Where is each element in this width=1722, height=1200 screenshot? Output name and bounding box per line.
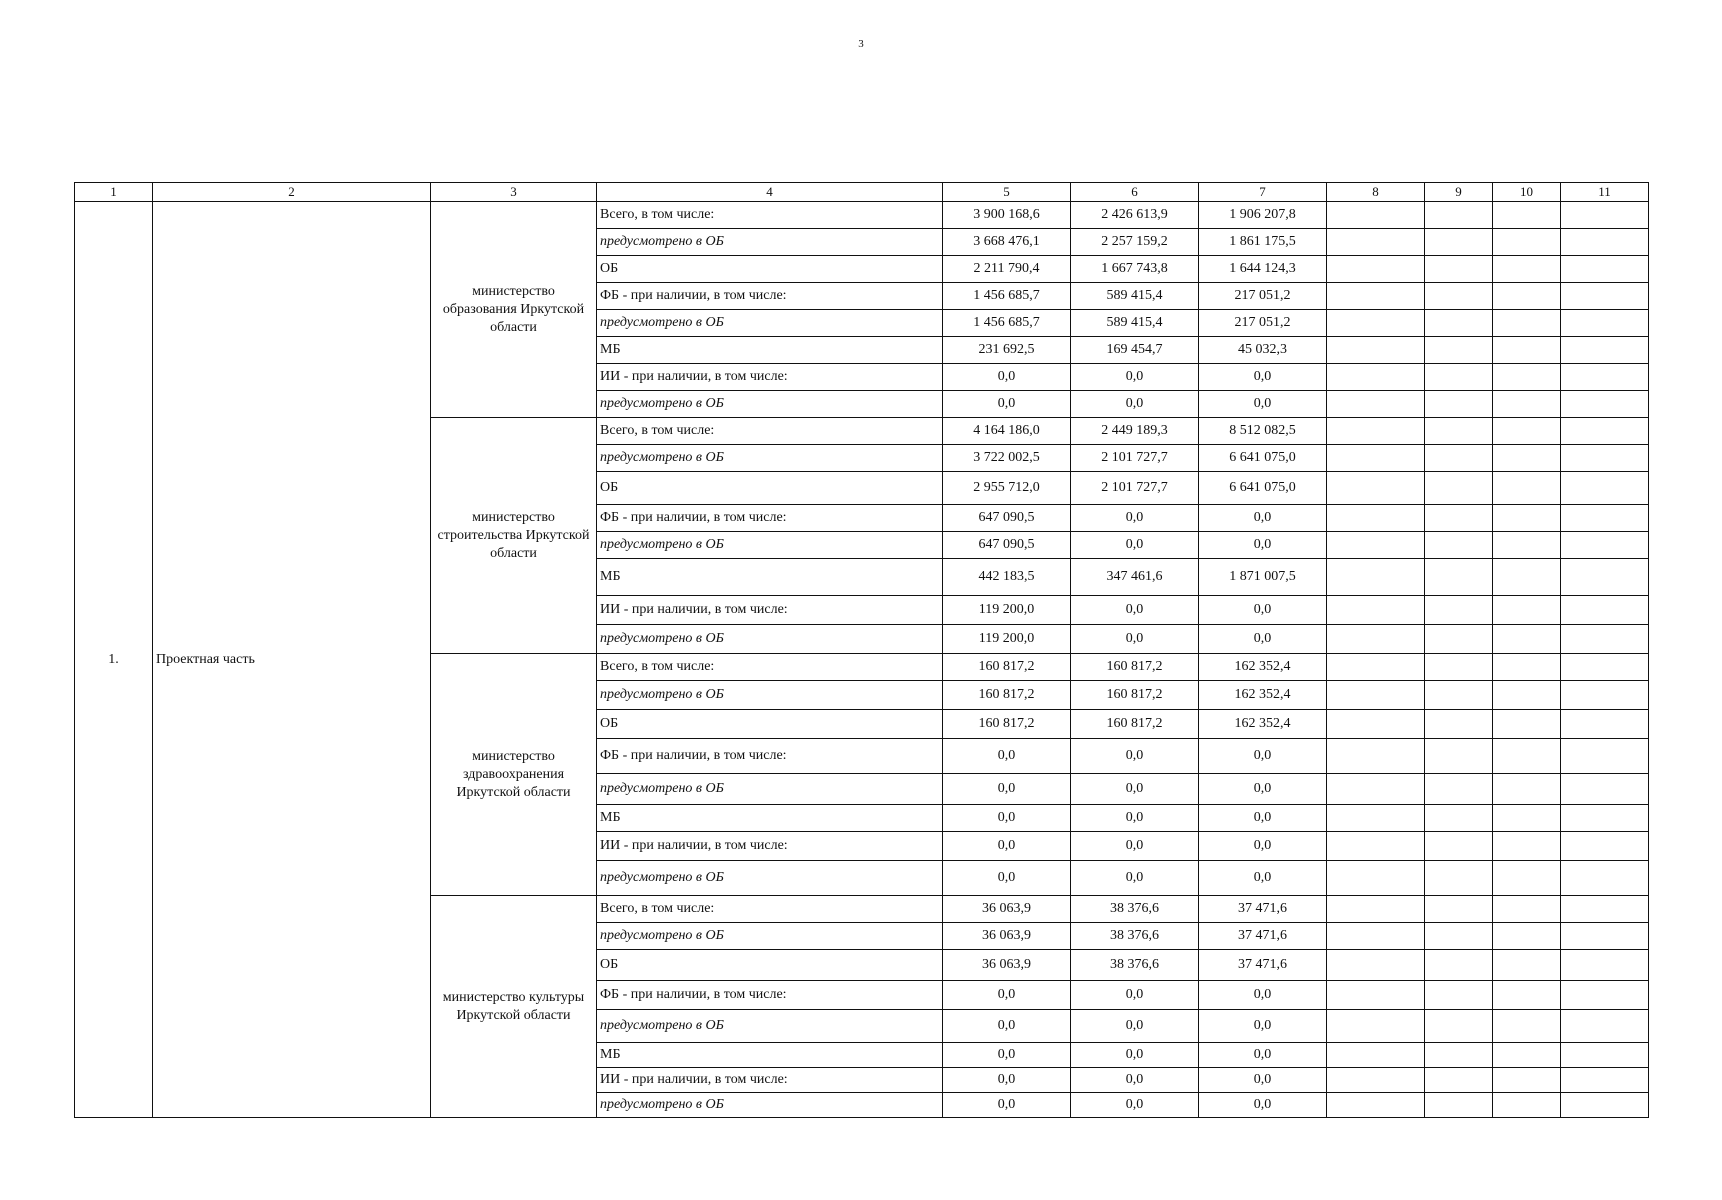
column-number: 4 [597,183,943,202]
value-col-6: 589 415,4 [1071,310,1199,337]
funding-source-label: ИИ - при наличии, в том числе: [597,1068,943,1093]
empty-cell-col-11 [1561,559,1649,596]
empty-cell-col-11 [1561,1068,1649,1093]
empty-cell-col-8 [1327,391,1425,418]
funding-source-label: предусмотрено в ОБ [597,861,943,896]
empty-cell-col-11 [1561,710,1649,739]
funding-source-label: предусмотрено в ОБ [597,1093,943,1118]
value-col-7: 0,0 [1199,981,1327,1010]
empty-cell-col-9 [1425,923,1493,950]
empty-cell-col-11 [1561,532,1649,559]
empty-cell-col-8 [1327,559,1425,596]
empty-cell-col-10 [1493,625,1561,654]
empty-cell-col-9 [1425,445,1493,472]
empty-cell-col-10 [1493,364,1561,391]
empty-cell-col-10 [1493,681,1561,710]
value-col-7: 6 641 075,0 [1199,472,1327,505]
empty-cell-col-10 [1493,981,1561,1010]
empty-cell-col-10 [1493,337,1561,364]
empty-cell-col-10 [1493,391,1561,418]
value-col-5: 3 900 168,6 [943,202,1071,229]
empty-cell-col-10 [1493,283,1561,310]
empty-cell-col-9 [1425,559,1493,596]
empty-cell-col-11 [1561,472,1649,505]
funding-source-label: Всего, в том числе: [597,418,943,445]
funding-source-label: ОБ [597,472,943,505]
empty-cell-col-8 [1327,364,1425,391]
value-col-5: 0,0 [943,805,1071,832]
value-col-6: 0,0 [1071,596,1199,625]
column-number: 1 [75,183,153,202]
empty-cell-col-11 [1561,896,1649,923]
empty-cell-col-8 [1327,418,1425,445]
funding-source-label: предусмотрено в ОБ [597,774,943,805]
value-col-7: 1 644 124,3 [1199,256,1327,283]
empty-cell-col-11 [1561,923,1649,950]
value-col-6: 0,0 [1071,625,1199,654]
funding-source-label: предусмотрено в ОБ [597,445,943,472]
funding-source-label: МБ [597,1043,943,1068]
value-col-7: 0,0 [1199,1010,1327,1043]
empty-cell-col-10 [1493,1093,1561,1118]
empty-cell-col-9 [1425,310,1493,337]
funding-source-label: ФБ - при наличии, в том числе: [597,283,943,310]
empty-cell-col-10 [1493,505,1561,532]
empty-cell-col-10 [1493,418,1561,445]
value-col-5: 0,0 [943,1043,1071,1068]
empty-cell-col-9 [1425,1043,1493,1068]
empty-cell-col-11 [1561,981,1649,1010]
value-col-5: 0,0 [943,391,1071,418]
value-col-7: 1 906 207,8 [1199,202,1327,229]
empty-cell-col-9 [1425,337,1493,364]
empty-cell-col-10 [1493,1068,1561,1093]
empty-cell-col-8 [1327,596,1425,625]
empty-cell-col-9 [1425,1068,1493,1093]
value-col-7: 0,0 [1199,391,1327,418]
value-col-5: 160 817,2 [943,654,1071,681]
value-col-6: 0,0 [1071,1068,1199,1093]
value-col-5: 3 668 476,1 [943,229,1071,256]
funding-source-label: Всего, в том числе: [597,896,943,923]
value-col-7: 8 512 082,5 [1199,418,1327,445]
funding-source-label: предусмотрено в ОБ [597,681,943,710]
value-col-6: 589 415,4 [1071,283,1199,310]
value-col-7: 0,0 [1199,832,1327,861]
value-col-6: 0,0 [1071,391,1199,418]
value-col-6: 347 461,6 [1071,559,1199,596]
empty-cell-col-10 [1493,559,1561,596]
empty-cell-col-11 [1561,596,1649,625]
value-col-7: 1 861 175,5 [1199,229,1327,256]
value-col-5: 0,0 [943,1093,1071,1118]
value-col-7: 6 641 075,0 [1199,445,1327,472]
empty-cell-col-10 [1493,1010,1561,1043]
value-col-5: 160 817,2 [943,710,1071,739]
funding-source-label: МБ [597,337,943,364]
value-col-6: 2 449 189,3 [1071,418,1199,445]
empty-cell-col-8 [1327,896,1425,923]
column-number: 8 [1327,183,1425,202]
empty-cell-col-11 [1561,229,1649,256]
empty-cell-col-9 [1425,596,1493,625]
empty-cell-col-9 [1425,739,1493,774]
value-col-6: 0,0 [1071,739,1199,774]
empty-cell-col-11 [1561,391,1649,418]
value-col-6: 0,0 [1071,805,1199,832]
empty-cell-col-8 [1327,202,1425,229]
value-col-5: 3 722 002,5 [943,445,1071,472]
value-col-7: 162 352,4 [1199,710,1327,739]
value-col-6: 0,0 [1071,532,1199,559]
value-col-6: 160 817,2 [1071,710,1199,739]
value-col-6: 0,0 [1071,505,1199,532]
empty-cell-col-8 [1327,445,1425,472]
empty-cell-col-9 [1425,202,1493,229]
funding-source-label: Всего, в том числе: [597,202,943,229]
empty-cell-col-9 [1425,981,1493,1010]
value-col-6: 0,0 [1071,861,1199,896]
funding-source-label: ОБ [597,710,943,739]
value-col-6: 2 426 613,9 [1071,202,1199,229]
empty-cell-col-8 [1327,310,1425,337]
empty-cell-col-9 [1425,1093,1493,1118]
value-col-7: 0,0 [1199,739,1327,774]
empty-cell-col-11 [1561,739,1649,774]
empty-cell-col-10 [1493,861,1561,896]
value-col-6: 0,0 [1071,1043,1199,1068]
empty-cell-col-10 [1493,739,1561,774]
empty-cell-col-9 [1425,805,1493,832]
row-number: 1. [75,202,153,1118]
value-col-7: 162 352,4 [1199,681,1327,710]
empty-cell-col-10 [1493,805,1561,832]
value-col-7: 37 471,6 [1199,950,1327,981]
funding-source-label: предусмотрено в ОБ [597,310,943,337]
value-col-6: 38 376,6 [1071,896,1199,923]
value-col-6: 2 257 159,2 [1071,229,1199,256]
empty-cell-col-9 [1425,861,1493,896]
empty-cell-col-8 [1327,505,1425,532]
empty-cell-col-9 [1425,1010,1493,1043]
value-col-5: 119 200,0 [943,625,1071,654]
empty-cell-col-10 [1493,229,1561,256]
empty-cell-col-11 [1561,805,1649,832]
value-col-5: 0,0 [943,1068,1071,1093]
empty-cell-col-8 [1327,774,1425,805]
funding-source-label: предусмотрено в ОБ [597,532,943,559]
empty-cell-col-11 [1561,774,1649,805]
value-col-7: 0,0 [1199,774,1327,805]
budget-table [74,182,1649,1118]
empty-cell-col-8 [1327,532,1425,559]
empty-cell-col-9 [1425,832,1493,861]
funding-source-label: Всего, в том числе: [597,654,943,681]
empty-cell-col-9 [1425,472,1493,505]
value-col-5: 36 063,9 [943,923,1071,950]
value-col-7: 0,0 [1199,1043,1327,1068]
value-col-6: 0,0 [1071,1010,1199,1043]
empty-cell-col-9 [1425,418,1493,445]
funding-source-label: предусмотрено в ОБ [597,229,943,256]
empty-cell-col-11 [1561,832,1649,861]
table-row [75,202,1649,229]
funding-source-label: МБ [597,559,943,596]
funding-source-label: ФБ - при наличии, в том числе: [597,505,943,532]
empty-cell-col-11 [1561,445,1649,472]
department-name: министерство строительства Иркутской области [431,418,597,654]
value-col-5: 0,0 [943,364,1071,391]
value-col-5: 1 456 685,7 [943,283,1071,310]
funding-source-label: ОБ [597,256,943,283]
page-number: 3 [858,38,864,50]
column-number: 10 [1493,183,1561,202]
empty-cell-col-8 [1327,1068,1425,1093]
empty-cell-col-11 [1561,256,1649,283]
column-number: 5 [943,183,1071,202]
funding-source-label: ИИ - при наличии, в том числе: [597,596,943,625]
value-col-6: 0,0 [1071,981,1199,1010]
column-number: 3 [431,183,597,202]
empty-cell-col-11 [1561,418,1649,445]
empty-cell-col-9 [1425,896,1493,923]
empty-cell-col-9 [1425,364,1493,391]
empty-cell-col-9 [1425,625,1493,654]
empty-cell-col-9 [1425,532,1493,559]
funding-source-label: предусмотрено в ОБ [597,625,943,654]
empty-cell-col-9 [1425,391,1493,418]
empty-cell-col-11 [1561,681,1649,710]
value-col-5: 0,0 [943,739,1071,774]
value-col-5: 36 063,9 [943,950,1071,981]
empty-cell-col-11 [1561,1043,1649,1068]
value-col-7: 0,0 [1199,1068,1327,1093]
empty-cell-col-8 [1327,710,1425,739]
empty-cell-col-10 [1493,950,1561,981]
empty-cell-col-11 [1561,202,1649,229]
column-number: 7 [1199,183,1327,202]
value-col-6: 169 454,7 [1071,337,1199,364]
empty-cell-col-10 [1493,896,1561,923]
value-col-6: 160 817,2 [1071,654,1199,681]
empty-cell-col-8 [1327,861,1425,896]
value-col-7: 217 051,2 [1199,283,1327,310]
empty-cell-col-11 [1561,1093,1649,1118]
funding-source-label: предусмотрено в ОБ [597,1010,943,1043]
department-name: министерство культуры Иркутской области [431,896,597,1118]
value-col-5: 36 063,9 [943,896,1071,923]
value-col-5: 119 200,0 [943,596,1071,625]
funding-source-label: ИИ - при наличии, в том числе: [597,364,943,391]
value-col-6: 0,0 [1071,364,1199,391]
value-col-6: 38 376,6 [1071,950,1199,981]
empty-cell-col-8 [1327,472,1425,505]
department-name: министерство образования Иркутской области [431,202,597,418]
empty-cell-col-9 [1425,654,1493,681]
empty-cell-col-10 [1493,774,1561,805]
column-number: 2 [153,183,431,202]
value-col-7: 45 032,3 [1199,337,1327,364]
empty-cell-col-8 [1327,654,1425,681]
empty-cell-col-9 [1425,229,1493,256]
value-col-5: 160 817,2 [943,681,1071,710]
empty-cell-col-11 [1561,654,1649,681]
empty-cell-col-8 [1327,256,1425,283]
value-col-6: 160 817,2 [1071,681,1199,710]
empty-cell-col-9 [1425,950,1493,981]
empty-cell-col-11 [1561,364,1649,391]
value-col-7: 0,0 [1199,364,1327,391]
empty-cell-col-10 [1493,202,1561,229]
value-col-7: 0,0 [1199,596,1327,625]
value-col-7: 217 051,2 [1199,310,1327,337]
value-col-7: 37 471,6 [1199,923,1327,950]
value-col-6: 2 101 727,7 [1071,472,1199,505]
empty-cell-col-10 [1493,832,1561,861]
value-col-5: 647 090,5 [943,505,1071,532]
value-col-6: 2 101 727,7 [1071,445,1199,472]
empty-cell-col-10 [1493,256,1561,283]
row-name: Проектная часть [153,202,431,1118]
value-col-6: 0,0 [1071,832,1199,861]
empty-cell-col-8 [1327,337,1425,364]
empty-cell-col-10 [1493,472,1561,505]
value-col-6: 38 376,6 [1071,923,1199,950]
empty-cell-col-10 [1493,923,1561,950]
empty-cell-col-11 [1561,950,1649,981]
value-col-7: 0,0 [1199,532,1327,559]
value-col-7: 162 352,4 [1199,654,1327,681]
column-number: 9 [1425,183,1493,202]
value-col-7: 37 471,6 [1199,896,1327,923]
empty-cell-col-11 [1561,283,1649,310]
value-col-6: 0,0 [1071,774,1199,805]
empty-cell-col-11 [1561,505,1649,532]
empty-cell-col-8 [1327,1093,1425,1118]
empty-cell-col-11 [1561,861,1649,896]
funding-source-label: ИИ - при наличии, в том числе: [597,832,943,861]
empty-cell-col-11 [1561,1010,1649,1043]
empty-cell-col-10 [1493,532,1561,559]
empty-cell-col-9 [1425,283,1493,310]
empty-cell-col-9 [1425,774,1493,805]
value-col-5: 0,0 [943,861,1071,896]
empty-cell-col-11 [1561,625,1649,654]
empty-cell-col-8 [1327,805,1425,832]
empty-cell-col-11 [1561,337,1649,364]
empty-cell-col-10 [1493,710,1561,739]
value-col-5: 442 183,5 [943,559,1071,596]
funding-source-label: предусмотрено в ОБ [597,923,943,950]
value-col-7: 0,0 [1199,805,1327,832]
funding-source-label: МБ [597,805,943,832]
value-col-5: 2 211 790,4 [943,256,1071,283]
empty-cell-col-9 [1425,681,1493,710]
value-col-7: 0,0 [1199,625,1327,654]
empty-cell-col-8 [1327,681,1425,710]
value-col-5: 231 692,5 [943,337,1071,364]
empty-cell-col-8 [1327,1043,1425,1068]
column-number: 11 [1561,183,1649,202]
value-col-5: 1 456 685,7 [943,310,1071,337]
empty-cell-col-10 [1493,310,1561,337]
empty-cell-col-11 [1561,310,1649,337]
value-col-7: 0,0 [1199,861,1327,896]
empty-cell-col-8 [1327,832,1425,861]
value-col-7: 0,0 [1199,1093,1327,1118]
empty-cell-col-9 [1425,256,1493,283]
empty-cell-col-9 [1425,710,1493,739]
empty-cell-col-8 [1327,625,1425,654]
empty-cell-col-8 [1327,229,1425,256]
column-number: 6 [1071,183,1199,202]
value-col-5: 0,0 [943,832,1071,861]
empty-cell-col-10 [1493,654,1561,681]
empty-cell-col-8 [1327,283,1425,310]
value-col-5: 0,0 [943,981,1071,1010]
funding-source-label: ФБ - при наличии, в том числе: [597,739,943,774]
empty-cell-col-8 [1327,739,1425,774]
value-col-6: 1 667 743,8 [1071,256,1199,283]
value-col-7: 0,0 [1199,505,1327,532]
value-col-5: 4 164 186,0 [943,418,1071,445]
department-name: министерство здравоохранения Иркутской области [431,654,597,896]
empty-cell-col-8 [1327,981,1425,1010]
value-col-7: 1 871 007,5 [1199,559,1327,596]
empty-cell-col-8 [1327,950,1425,981]
value-col-5: 0,0 [943,1010,1071,1043]
empty-cell-col-8 [1327,1010,1425,1043]
funding-source-label: ОБ [597,950,943,981]
empty-cell-col-10 [1493,1043,1561,1068]
value-col-5: 0,0 [943,774,1071,805]
empty-cell-col-8 [1327,923,1425,950]
empty-cell-col-10 [1493,445,1561,472]
funding-source-label: предусмотрено в ОБ [597,391,943,418]
column-number-row [75,183,1649,202]
value-col-5: 647 090,5 [943,532,1071,559]
funding-source-label: ФБ - при наличии, в том числе: [597,981,943,1010]
value-col-6: 0,0 [1071,1093,1199,1118]
value-col-5: 2 955 712,0 [943,472,1071,505]
empty-cell-col-9 [1425,505,1493,532]
empty-cell-col-10 [1493,596,1561,625]
